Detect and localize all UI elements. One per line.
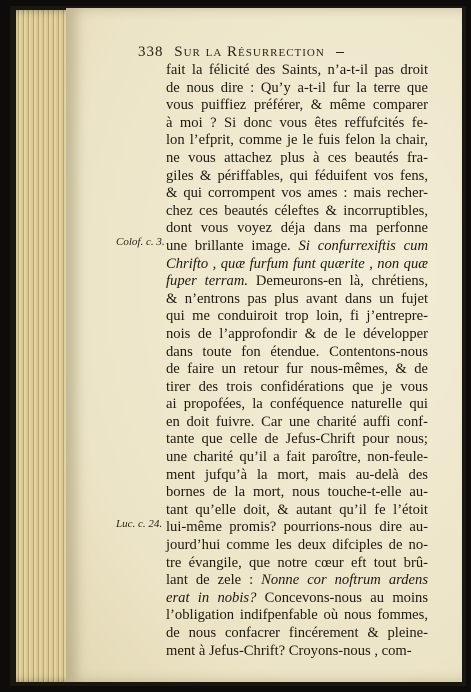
text-line	[166, 396, 428, 414]
text-segment: lui-même promis? pourrions-nous dire au-	[166, 519, 428, 536]
text-line	[166, 379, 428, 397]
running-header	[138, 44, 438, 61]
text-segment: de nous confacrer fincérement & pleine-	[166, 625, 428, 641]
latin-quote: Chrifto , quæ furfum funt quærite , non quæ	[166, 255, 428, 272]
text-segment: giles & périffables, qui féduifent vos fens,	[166, 167, 428, 184]
text-line	[166, 537, 428, 555]
text-segment: ai propofées, la conféquence naturelle qui	[166, 396, 428, 413]
text-line	[166, 168, 428, 186]
text-line	[166, 203, 428, 221]
text-segment: jourd’hui comme les deux difciples de no-	[166, 537, 428, 554]
text-segment: fait la félicité des Saints, n’a-t-il pas droit	[166, 62, 428, 78]
text-line	[166, 132, 428, 150]
text-line	[166, 502, 428, 520]
page-number: 338	[138, 44, 164, 60]
text-segment: à moi ? Si donc vous êtes reffufcités fe-	[166, 114, 428, 131]
text-segment: ne vous attachez plus à ces beautés fra-	[166, 149, 428, 166]
text-line	[166, 431, 428, 449]
text-line	[166, 326, 428, 344]
text-segment: chez ces beautés céleftes & incorruptibles,	[166, 202, 428, 219]
margin-note-luke: Luc. c. 24.	[116, 518, 163, 530]
text-line	[166, 555, 428, 573]
text-line	[166, 238, 428, 256]
text-segment: de nous dire : Qu’y a-t-il fur la terre que	[166, 79, 428, 96]
text-line	[166, 80, 428, 98]
text-line	[166, 97, 428, 115]
text-segment: ment à Jefus-Chrift? Croyons-nous , com-	[166, 642, 412, 659]
text-segment: de faire un retour fur nous-mêmes, & de	[166, 361, 428, 378]
text-line	[166, 484, 428, 502]
text-segment: une charité qu’il a fait paroître, non-feule-	[166, 449, 428, 466]
text-line	[166, 519, 428, 537]
margin-note-colossians: Colof. c. 3.	[116, 236, 165, 248]
text-segment: nois de l’approfondir & de le développer	[166, 325, 428, 342]
text-line	[166, 62, 428, 80]
text-segment: dans toute fon étendue. Contentons-nous	[166, 343, 428, 360]
text-segment: Demeurons-en là, chrétiens,	[248, 273, 428, 290]
text-segment: en doit fuivre. Car une charité auffi conf-	[166, 413, 428, 430]
text-line	[166, 220, 428, 238]
latin-quote: fuper terram.	[166, 273, 249, 290]
latin-quote: Si confurrexiftis cum	[298, 237, 428, 254]
text-line	[166, 308, 428, 326]
text-segment: ment jufqu’à la mort, mais au-delà des	[166, 466, 428, 483]
text-segment: Concevons-nous au moins	[256, 589, 428, 606]
text-segment: dont vous voyez déja dans ma perfonne	[166, 220, 428, 237]
text-segment: vous puiffiez préférer, & même comparer	[166, 97, 428, 114]
text-line	[166, 291, 428, 309]
text-line	[166, 344, 428, 362]
text-line	[166, 361, 428, 379]
text-line	[166, 572, 428, 590]
text-segment: l’obligation indifpenfable où nous fommes,	[166, 607, 428, 624]
latin-quote: erat in nobis?	[166, 589, 257, 606]
text-line	[166, 449, 428, 467]
header-rule	[336, 52, 344, 53]
text-segment: tant qu’elle doit, & autant qu’il fe l’étoit	[166, 501, 428, 518]
text-segment: tre évangile, que notre cœur eft tout brû-	[166, 554, 428, 571]
text-line	[166, 115, 428, 133]
text-segment: & qui corrompent vos ames : mais recher-	[166, 185, 428, 202]
text-line	[166, 643, 428, 661]
text-segment: tirer des trois confidérations que je vous	[166, 378, 428, 395]
text-line	[166, 273, 428, 291]
text-segment: bornes de la mort, nous touche-t-elle au-	[166, 484, 428, 501]
text-segment: lant de zele :	[166, 572, 262, 589]
text-segment: qui me conduiroit trop loin, fi j’entrepre-	[166, 308, 428, 325]
running-title: Sur la Résurrection	[174, 44, 325, 60]
text-line	[166, 590, 428, 608]
text-line	[166, 256, 428, 274]
body-text	[166, 62, 428, 660]
text-line	[166, 607, 428, 625]
text-segment: & n’entrons pas plus avant dans un fujet	[166, 290, 428, 307]
text-line	[166, 185, 428, 203]
text-segment: lon l’efprit, comme je le fuis felon la chair,	[166, 132, 428, 149]
text-segment: tante que celle de Jefus-Chrift pour nous;	[166, 431, 428, 448]
text-line	[166, 625, 428, 643]
text-segment: une brillante image.	[166, 237, 299, 254]
text-line	[166, 150, 428, 168]
latin-quote: Nonne cor noftrum ardens	[261, 572, 428, 589]
text-line	[166, 467, 428, 485]
text-line	[166, 414, 428, 432]
